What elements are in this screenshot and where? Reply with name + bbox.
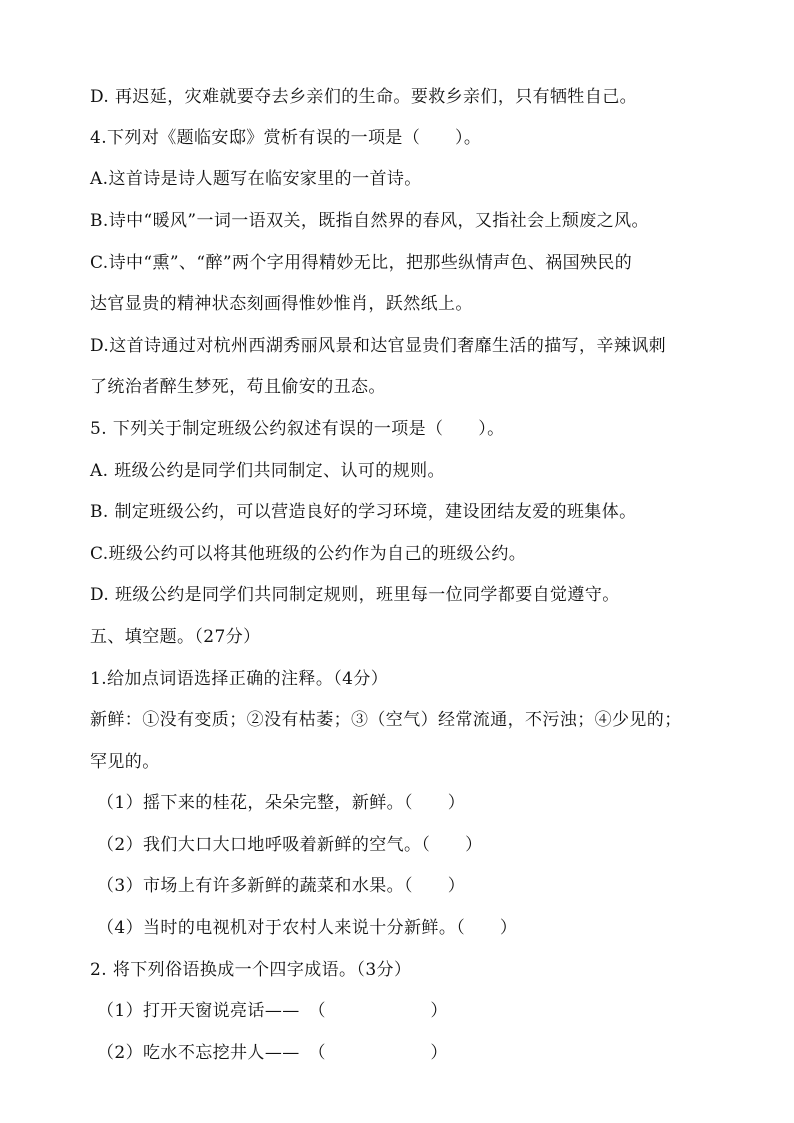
sub-question-line: （3）市场上有许多新鲜的蔬菜和水果。（ ） bbox=[97, 876, 466, 896]
option-line: C.诗中“熏”、“醉”两个字用得精妙无比，把那些纵情声色、祸国殃民的 bbox=[90, 253, 633, 273]
option-line: D. 再迟延，灾难就要夺去乡亲们的生命。要救乡亲们，只有牺牲自己。 bbox=[90, 87, 638, 107]
sub-question-line: （1）摇下来的桂花，朵朵完整，新鲜。（ ） bbox=[97, 793, 466, 813]
option-line: D.这首诗通过对杭州西湖秀丽风景和达官显贵们奢靡生活的描写，辛辣讽刺 bbox=[90, 336, 667, 356]
option-line: A. 班级公约是同学们共同制定、认可的规则。 bbox=[90, 461, 445, 481]
question-line: 5. 下列关于制定班级公约叙述有误的一项是（ ）。 bbox=[90, 419, 505, 439]
sub-question-line: （1）打开天窗说亮话—— （ ） bbox=[97, 1001, 448, 1021]
option-line-continued: 达官显贵的精神状态刻画得惟妙惟肖，跃然纸上。 bbox=[90, 294, 473, 314]
option-line-continued: 了统治者醉生梦死，苟且偷安的丑态。 bbox=[90, 377, 386, 397]
definition-line-continued: 罕见的。 bbox=[90, 752, 160, 772]
sub-question-line: （4）当时的电视机对于农村人来说十分新鲜。（ ） bbox=[97, 918, 518, 938]
sub-question-line: （2）吃水不忘挖井人—— （ ） bbox=[97, 1043, 448, 1063]
sub-question-line: （2）我们大口大口地呼吸着新鲜的空气。（ ） bbox=[97, 835, 483, 855]
section-heading: 五、填空题。（27分） bbox=[90, 627, 261, 647]
option-line: B. 制定班级公约，可以营造良好的学习环境，建设团结友爱的班集体。 bbox=[90, 502, 637, 522]
question-line: 1.给加点词语选择正确的注释。（4分） bbox=[90, 669, 389, 689]
option-line: C.班级公约可以将其他班级的公约作为自己的班级公约。 bbox=[90, 544, 527, 564]
definition-line: 新鲜：①没有变质；②没有枯萎；③（空气）经常流通，不污浊；④少见的； bbox=[90, 710, 682, 730]
option-line: A.这首诗是诗人题写在临安家里的一首诗。 bbox=[90, 169, 422, 189]
option-line: B.诗中“暖风”一词一语双关，既指自然界的春风，又指社会上颓废之风。 bbox=[90, 211, 649, 231]
question-line: 2. 将下列俗语换成一个四字成语。（3分） bbox=[90, 960, 412, 980]
option-line: D. 班级公约是同学们共同制定规则，班里每一位同学都要自觉遵守。 bbox=[90, 585, 620, 605]
question-line: 4.下列对《题临安邸》赏析有误的一项是（ ）。 bbox=[90, 128, 482, 148]
